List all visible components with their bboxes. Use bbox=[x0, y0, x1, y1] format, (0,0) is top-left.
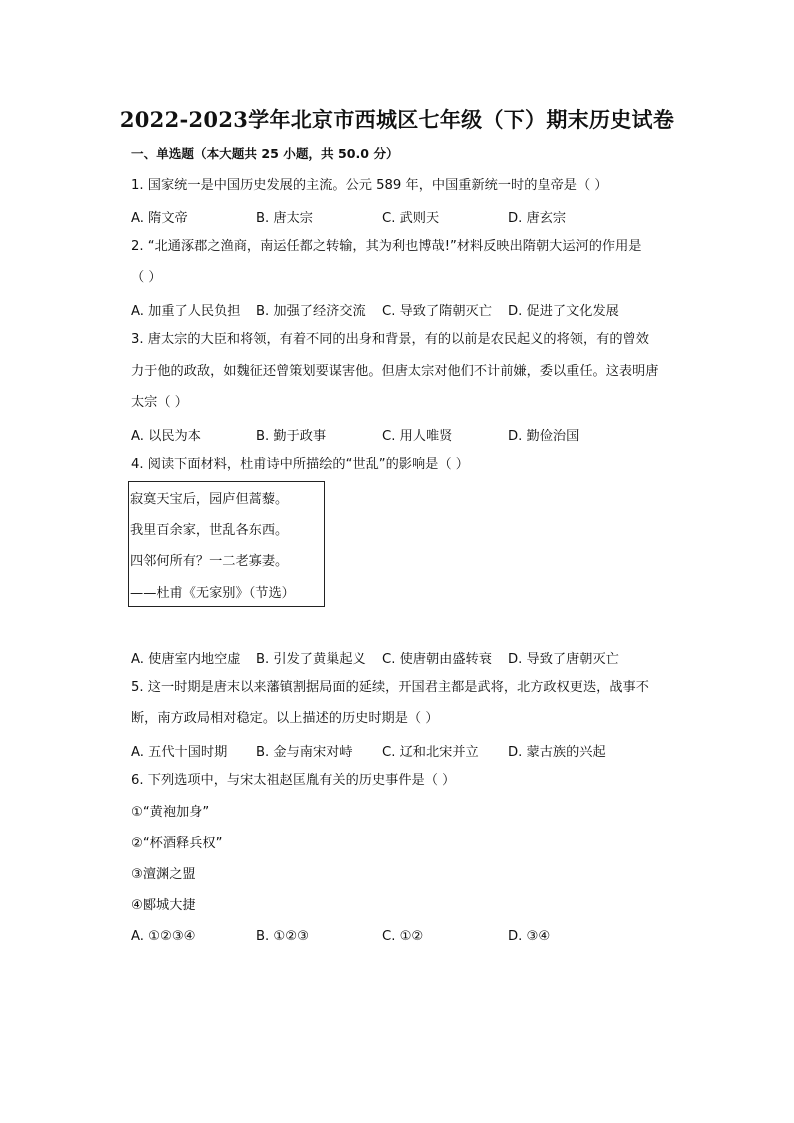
question-3-option-c: C. 用人唯贤 bbox=[382, 429, 453, 444]
poem-line-3: 四邻何所有？一二老寡妻。 bbox=[130, 554, 289, 569]
question-3-text-line-2: 力于他的政敌，如魏征还曾策划要谋害他。但唐太宗对他们不计前嫌，委以重任。这表明唐 bbox=[131, 364, 659, 379]
exam-title: 2022-2023学年北京市西城区七年级（下）期末历史试卷 bbox=[119, 107, 675, 132]
poem-attribution: ——杜甫《无家别》（节选） bbox=[130, 586, 295, 601]
question-6-item-4: ④郾城大捷 bbox=[131, 898, 196, 913]
question-3-text-line-1: 3. 唐太宗的大臣和将领，有着不同的出身和背景，有的以前是农民起义的将领，有的曾效 bbox=[131, 332, 649, 347]
question-2-option-b: B. 加强了经济交流 bbox=[256, 304, 366, 319]
question-6-option-a: A. ①②③④ bbox=[131, 929, 196, 944]
question-6-item-3: ③澶渊之盟 bbox=[131, 867, 196, 882]
question-3-option-a: A. 以民为本 bbox=[131, 429, 201, 444]
question-2-option-a: A. 加重了人民负担 bbox=[131, 304, 241, 319]
question-5-option-b: B. 金与南宋对峙 bbox=[256, 745, 353, 760]
question-5-text-line-1: 5. 这一时期是唐末以来藩镇割据局面的延续，开国君主都是武将，北方政权更迭，战事不 bbox=[131, 680, 649, 695]
question-4-option-d: D. 导致了唐朝灭亡 bbox=[508, 652, 619, 667]
question-6-option-c: C. ①② bbox=[382, 929, 424, 944]
question-5-text-line-2: 断，南方政局相对稳定。以上描述的历史时期是（ ） bbox=[131, 711, 439, 726]
question-4-option-a: A. 使唐室内地空虚 bbox=[131, 652, 241, 667]
question-5-option-c: C. 辽和北宋并立 bbox=[382, 745, 479, 760]
question-4-option-c: C. 使唐朝由盛转衰 bbox=[382, 652, 492, 667]
question-1-option-d: D. 唐玄宗 bbox=[508, 211, 567, 226]
question-2-option-c: C. 导致了隋朝灭亡 bbox=[382, 304, 492, 319]
question-2-text-line-2: （ ） bbox=[131, 270, 162, 285]
question-6-item-1: ①“黄袍加身” bbox=[131, 805, 210, 820]
question-6-option-d: D. ③④ bbox=[508, 929, 551, 944]
question-1-option-c: C. 武则天 bbox=[382, 211, 440, 226]
question-4-text: 4. 阅读下面材料，杜甫诗中所描绘的“世乱”的影响是（ ） bbox=[131, 457, 469, 472]
question-5-option-a: A. 五代十国时期 bbox=[131, 745, 228, 760]
question-2-option-d: D. 促进了文化发展 bbox=[508, 304, 619, 319]
question-6-text: 6. 下列选项中，与宋太祖赵匡胤有关的历史事件是（ ） bbox=[131, 773, 456, 788]
question-4-option-b: B. 引发了黄巢起义 bbox=[256, 652, 366, 667]
question-1-option-b: B. 唐太宗 bbox=[256, 211, 313, 226]
question-3-text-line-3: 太宗（ ） bbox=[131, 395, 188, 410]
question-3-option-d: D. 勤俭治国 bbox=[508, 429, 580, 444]
question-3-option-b: B. 勤于政事 bbox=[256, 429, 327, 444]
question-5-option-d: D. 蒙古族的兴起 bbox=[508, 745, 606, 760]
question-2-text-line-1: 2. “北通涿郡之渔商，南运任都之转输，其为利也博哉!”材料反映出隋朝大运河的作用是 bbox=[131, 239, 642, 254]
poem-line-2: 我里百余家，世乱各东西。 bbox=[130, 523, 289, 538]
question-6-option-b: B. ①②③ bbox=[256, 929, 309, 944]
question-1-text: 1. 国家统一是中国历史发展的主流。公元 589 年，中国重新统一时的皇帝是（ ） bbox=[131, 178, 608, 193]
section-header: 一、单选题（本大题共 25 小题，共 50.0 分） bbox=[131, 146, 399, 161]
question-6-item-2: ②“杯酒释兵权” bbox=[131, 836, 223, 851]
poem-line-1: 寂寞天宝后，园庐但蒿藜。 bbox=[130, 492, 289, 507]
question-1-option-a: A. 隋文帝 bbox=[131, 211, 188, 226]
